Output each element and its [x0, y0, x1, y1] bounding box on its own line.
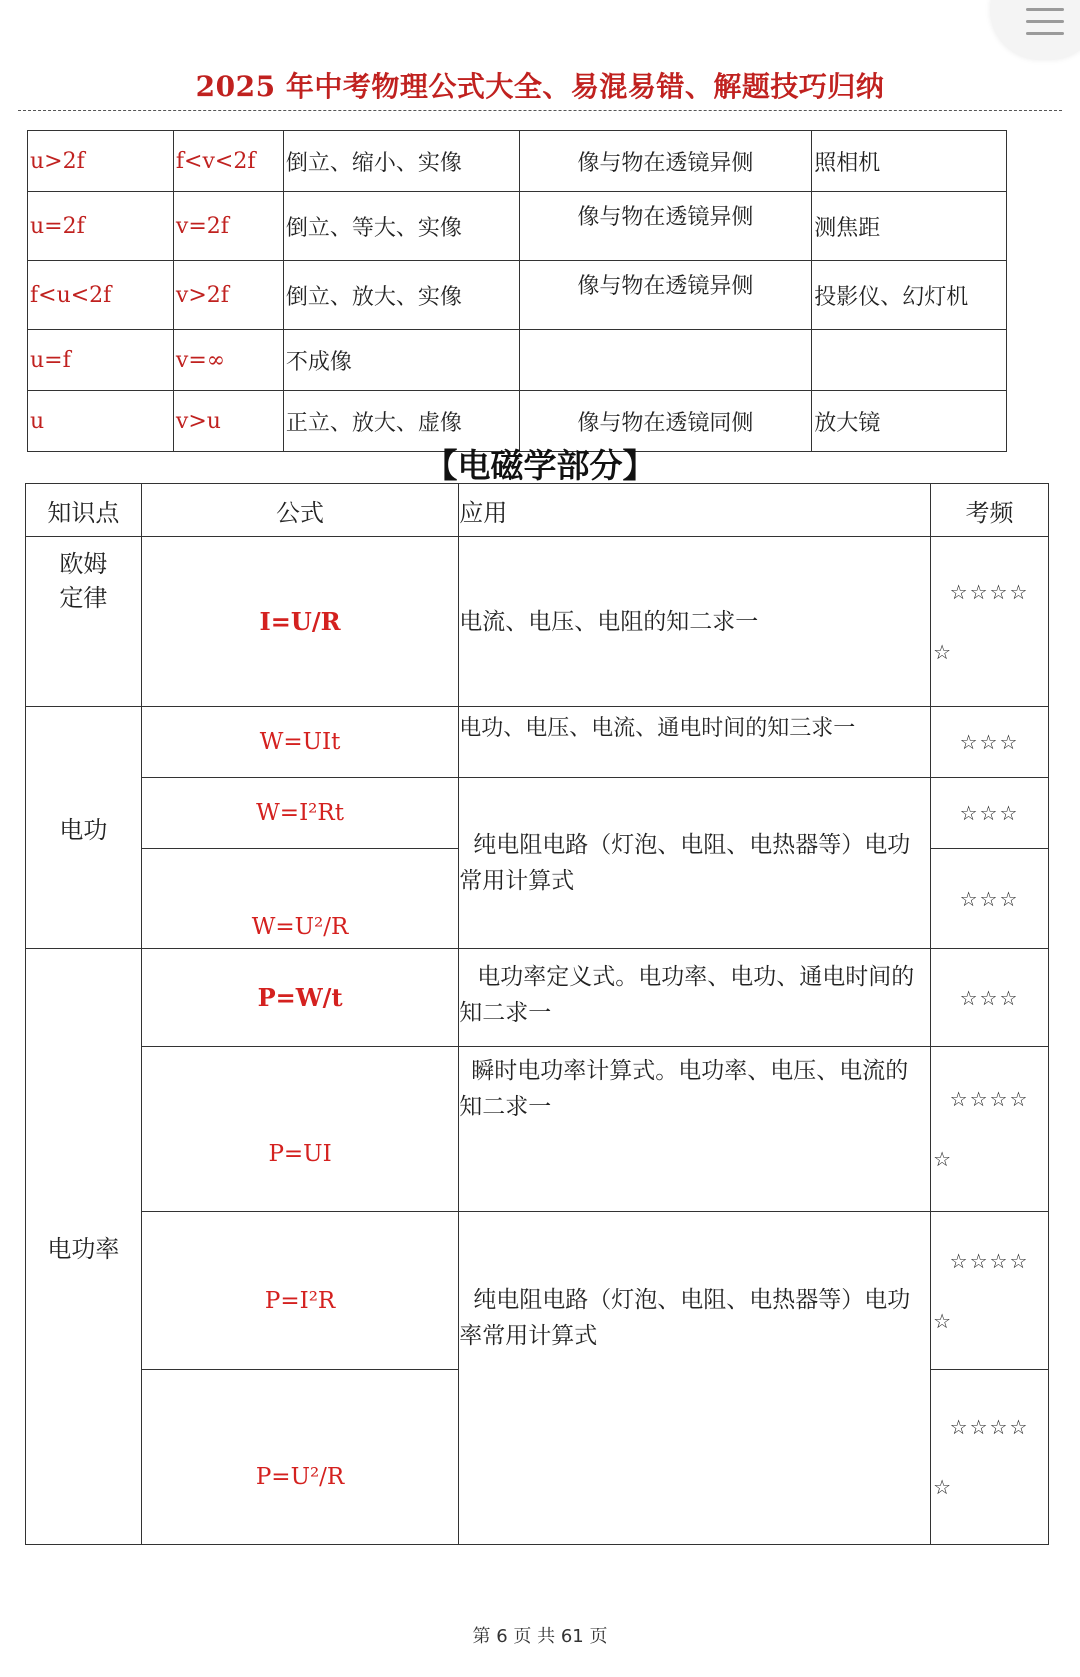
knowledge-power: 电功率 — [26, 949, 142, 1545]
image-position: 像与物在透镜异侧 — [519, 131, 812, 192]
image-nature: 正立、放大、虚像 — [283, 391, 519, 452]
image-nature: 倒立、缩小、实像 — [283, 131, 519, 192]
frequency-stars: ☆☆☆☆ — [949, 1415, 1030, 1439]
frequency-stars: ☆☆☆☆ — [949, 579, 1030, 604]
menu-icon — [1026, 8, 1064, 11]
formula-power-i2r: P=I²R — [141, 1212, 458, 1370]
formula-work-u2r: W=U²/R — [141, 849, 458, 949]
frequency-ohm — [931, 537, 1049, 707]
application-power-1: 电功率定义式。电功率、电功、通电时间的知二求一 — [459, 949, 931, 1047]
knowledge-ohm-label: 欧姆定律 — [59, 550, 108, 612]
image-nature: 倒立、放大、实像 — [283, 261, 519, 330]
section-title: 【电磁学部分】 — [424, 446, 656, 485]
image-distance: v>2f — [173, 261, 283, 330]
document-title: 2025 年中考物理公式大全、易混易错、解题技巧归纳 — [195, 70, 885, 103]
frequency-stars: ☆☆☆ — [931, 778, 1049, 849]
object-distance: u>2f — [28, 131, 174, 192]
lens-imaging-table — [27, 130, 1007, 452]
image-nature: 倒立、等大、实像 — [283, 192, 519, 261]
menu-button[interactable] — [990, 0, 1080, 60]
frequency-power-ui — [931, 1047, 1049, 1212]
frequency-stars: ☆☆☆ — [931, 849, 1049, 949]
application: 照相机 — [812, 131, 1007, 192]
application: 测焦距 — [812, 192, 1007, 261]
header-knowledge: 知识点 — [26, 484, 142, 537]
knowledge-ohm — [26, 537, 142, 707]
formula-power-wt: P=W/t — [141, 949, 458, 1047]
image-distance: v>u — [173, 391, 283, 452]
application-work-1: 电功、电压、电流、通电时间的知三求一 — [459, 707, 931, 778]
object-distance: u=f — [28, 330, 174, 391]
application-power-2: 瞬时电功率计算式。电功率、电压、电流的知二求一 — [459, 1047, 931, 1212]
table-row — [26, 537, 1049, 707]
formula-work-i2rt: W=I²Rt — [141, 778, 458, 849]
title-divider — [18, 110, 1062, 111]
table-row — [28, 131, 1007, 192]
image-distance: v=2f — [173, 192, 283, 261]
table-row — [26, 778, 1049, 849]
page-number: 第 6 页 共 61 页 — [472, 1626, 608, 1647]
object-distance: u=2f — [28, 192, 174, 261]
knowledge-work: 电功 — [26, 707, 142, 949]
table-row — [26, 1212, 1049, 1370]
image-nature: 不成像 — [283, 330, 519, 391]
frequency-stars-extra: ☆ — [933, 1308, 951, 1333]
table-row — [28, 330, 1007, 391]
header-frequency: 考频 — [931, 484, 1049, 537]
application — [812, 330, 1007, 391]
table-header-row — [26, 484, 1049, 537]
application-ohm — [459, 537, 931, 707]
table-row — [28, 261, 1007, 330]
frequency-stars: ☆☆☆☆ — [949, 1087, 1030, 1111]
image-position: 像与物在透镜同侧 — [519, 391, 812, 452]
image-position: 像与物在透镜异侧 — [519, 261, 812, 330]
header-application: 应用 — [459, 484, 931, 537]
frequency-stars-extra: ☆ — [933, 1475, 951, 1499]
object-distance: f<u<2f — [28, 261, 174, 330]
formula-work-uit: W=UIt — [141, 707, 458, 778]
frequency-stars-extra: ☆ — [933, 1147, 951, 1171]
header-formula: 公式 — [141, 484, 458, 537]
application-work-2: 纯电阻电路（灯泡、电阻、电热器等）电功常用计算式 — [459, 778, 931, 949]
frequency-stars: ☆☆☆ — [931, 949, 1049, 1047]
table-row — [26, 707, 1049, 778]
table-row — [26, 1047, 1049, 1212]
frequency-stars-extra: ☆ — [933, 639, 951, 664]
application: 投影仪、幻灯机 — [812, 261, 1007, 330]
image-distance: v=∞ — [173, 330, 283, 391]
frequency-power-u2r — [931, 1370, 1049, 1545]
frequency-stars: ☆☆☆ — [931, 707, 1049, 778]
frequency-power-i2r — [931, 1212, 1049, 1370]
application-ohm-text: 电流、电压、电阻的知二求一 — [459, 608, 759, 635]
application-power-3: 纯电阻电路（灯泡、电阻、电热器等）电功率常用计算式 — [459, 1212, 931, 1545]
table-row — [26, 949, 1049, 1047]
menu-icon-bar — [1026, 20, 1064, 23]
application: 放大镜 — [812, 391, 1007, 452]
image-distance: f<v<2f — [173, 131, 283, 192]
image-position: 像与物在透镜异侧 — [519, 192, 812, 261]
formula-ohm: I=U/R — [141, 537, 458, 707]
frequency-stars: ☆☆☆☆ — [949, 1248, 1030, 1273]
table-row — [28, 192, 1007, 261]
electromagnetism-table — [25, 483, 1049, 1545]
formula-power-u2r: P=U²/R — [141, 1370, 458, 1545]
menu-icon-bar — [1026, 32, 1064, 35]
formula-power-ui: P=UI — [141, 1047, 458, 1212]
object-distance: u — [28, 391, 174, 452]
image-position — [519, 330, 812, 391]
